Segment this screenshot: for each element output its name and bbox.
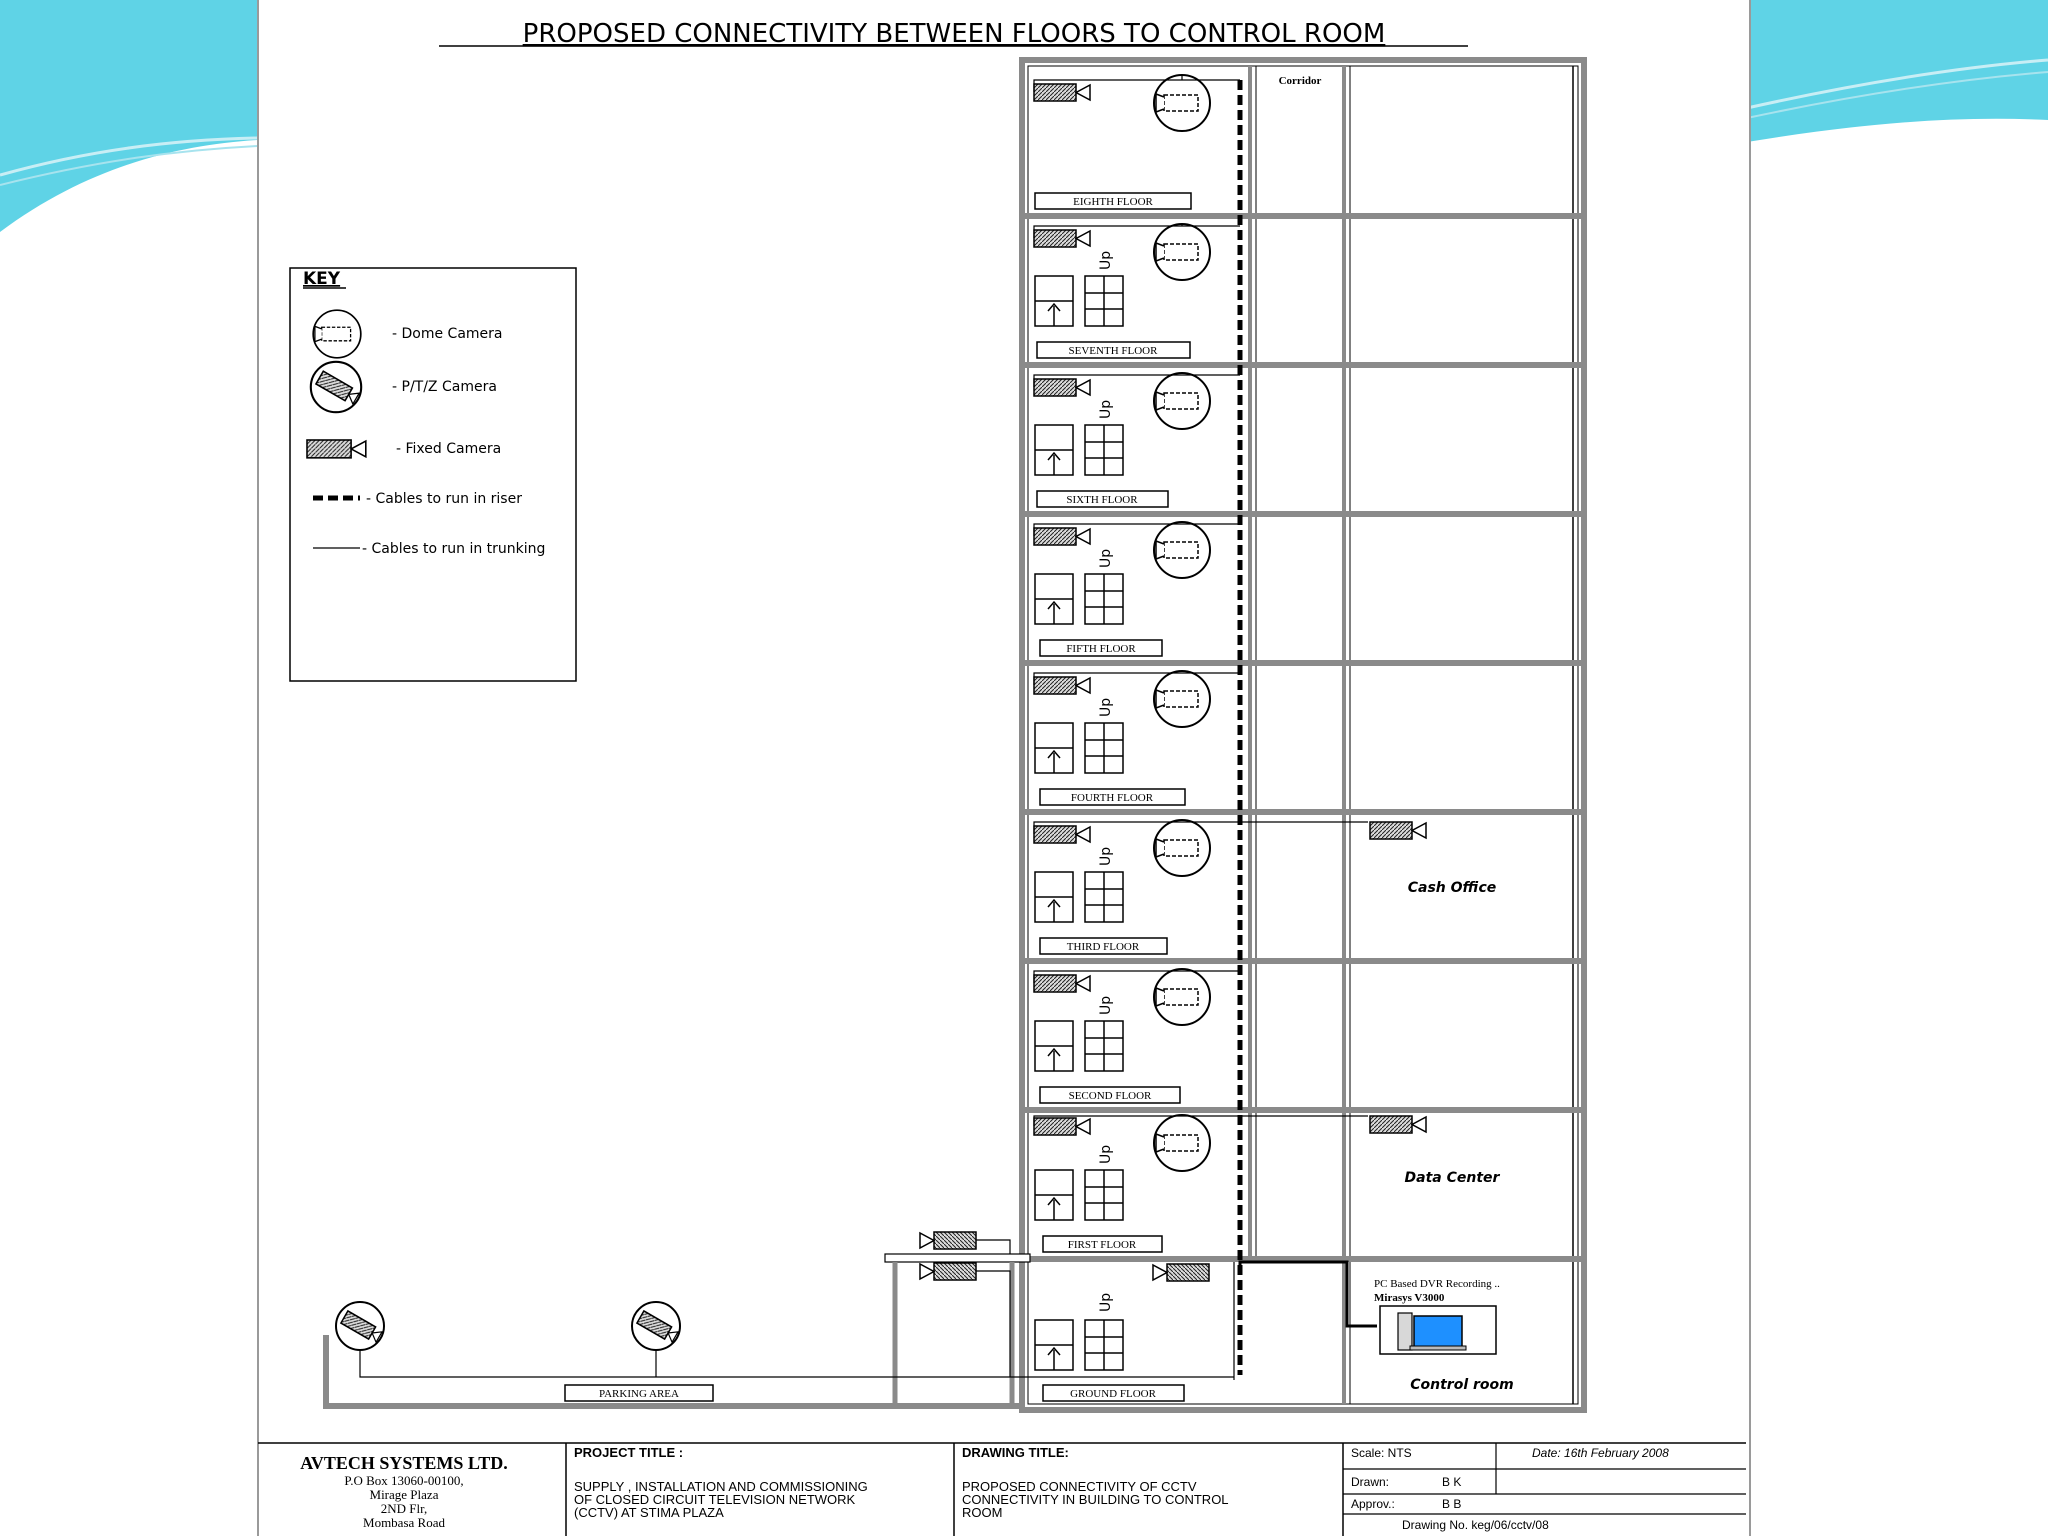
- dome-camera-icon: [313, 310, 361, 358]
- control-room-label: Control room: [1410, 1377, 1514, 1393]
- legend-heading: KEY: [303, 269, 341, 289]
- date: Date: 16th February 2008: [1532, 1446, 1669, 1460]
- parking-label: PARKING AREA: [599, 1388, 679, 1400]
- approved-label: Approv.:: [1351, 1497, 1395, 1511]
- floor-second: [1034, 969, 1240, 1103]
- dome-camera-icon: [1154, 522, 1210, 578]
- drawing-title-line-3: ROOM: [962, 1505, 1003, 1520]
- stairs: [1035, 574, 1123, 624]
- legend-riser: - Cables to run in riser: [366, 491, 522, 507]
- drawn-by: B K: [1442, 1475, 1462, 1489]
- drawing-title-line-2: CONNECTIVITY IN BUILDING TO CONTROL: [962, 1492, 1229, 1507]
- project-title-line-1: SUPPLY , INSTALLATION AND COMMISSIONING: [574, 1479, 868, 1494]
- approved-by: B B: [1442, 1497, 1462, 1511]
- company-name: AVTECH SYSTEMS LTD.: [300, 1453, 508, 1473]
- dome-camera-icon: [1154, 969, 1210, 1025]
- dvr-model-label: Mirasys V3000: [1374, 1292, 1445, 1304]
- dome-camera-icon: [1154, 224, 1210, 280]
- up-label: Up: [1098, 1292, 1114, 1312]
- floor-ground: [1035, 1262, 1234, 1401]
- drawing-title-line-1: PROPOSED CONNECTIVITY OF CCTV: [962, 1479, 1197, 1494]
- drawing-number: Drawing No. keg/06/cctv/08: [1402, 1518, 1549, 1532]
- floor-first: [1034, 1115, 1501, 1252]
- fixed-camera-icon: [1153, 1264, 1209, 1281]
- floor-eighth: [1034, 75, 1240, 209]
- control-room: [1240, 1262, 1514, 1393]
- floor-label: SIXTH FLOOR: [1066, 494, 1138, 506]
- up-label: Up: [1098, 399, 1114, 419]
- legend-dome: - Dome Camera: [392, 326, 503, 342]
- floor-label: SECOND FLOOR: [1068, 1090, 1152, 1102]
- data-center-label: Data Center: [1404, 1170, 1500, 1186]
- floor-third: [1034, 820, 1496, 954]
- company-address-4: Mombasa Road: [363, 1515, 445, 1530]
- stairs: [1035, 1021, 1123, 1071]
- dome-camera-icon: [1154, 820, 1210, 876]
- diagram-title: PROPOSED CONNECTIVITY BETWEEN FLOORS TO CONTROL ROOM: [522, 19, 1386, 49]
- legend: [290, 268, 576, 681]
- ptz-camera-icon: [336, 1302, 384, 1350]
- up-label: Up: [1098, 995, 1114, 1015]
- up-label: Up: [1098, 548, 1114, 568]
- stairs: [1035, 1320, 1123, 1370]
- up-label: Up: [1098, 1144, 1114, 1164]
- legend-ptz: - P/T/Z Camera: [392, 379, 497, 395]
- project-title-label: PROJECT TITLE :: [574, 1445, 684, 1460]
- dome-camera-icon: [1154, 75, 1210, 131]
- cash-office-label: Cash Office: [1407, 880, 1497, 896]
- up-label: Up: [1098, 697, 1114, 717]
- ptz-camera-icon: [632, 1302, 680, 1350]
- fixed-camera-icon: [1034, 975, 1090, 992]
- floor-label: FOURTH FLOOR: [1070, 792, 1154, 804]
- stairs: [1035, 1170, 1123, 1220]
- company-address-3: 2ND Flr,: [380, 1501, 428, 1516]
- dome-camera-icon: [1154, 1115, 1210, 1171]
- stairs: [1035, 872, 1123, 922]
- dome-camera-icon: [1154, 373, 1210, 429]
- project-title-line-2: OF CLOSED CIRCUIT TELEVISION NETWORK: [574, 1492, 856, 1507]
- floor-label: GROUND FLOOR: [1070, 1388, 1156, 1400]
- dvr-label: PC Based DVR Recording ..: [1374, 1278, 1500, 1290]
- stairs: [1035, 276, 1123, 326]
- stairs: [1035, 425, 1123, 475]
- dome-camera-icon: [1154, 671, 1210, 727]
- up-label: Up: [1098, 250, 1114, 270]
- floor-label: THIRD FLOOR: [1066, 941, 1140, 953]
- floor-fourth: [1034, 671, 1240, 805]
- scale: Scale: NTS: [1351, 1446, 1412, 1460]
- title-block: [258, 1443, 1746, 1536]
- fixed-camera-icon: [1034, 826, 1090, 843]
- company-address-2: Mirage Plaza: [369, 1487, 439, 1502]
- up-label: Up: [1098, 846, 1114, 866]
- floor-seventh: [1034, 224, 1240, 358]
- stairs: [1035, 723, 1123, 773]
- company-address-1: P.O Box 13060-00100,: [344, 1473, 464, 1488]
- fixed-camera-icon: [1034, 1118, 1090, 1135]
- project-title-line-3: (CCTV) AT STIMA PLAZA: [574, 1505, 724, 1520]
- fixed-camera-icon: [920, 1232, 976, 1249]
- corridor-label: Corridor: [1278, 75, 1322, 87]
- fixed-camera-icon: [1034, 528, 1090, 545]
- fixed-camera-icon: [1034, 379, 1090, 396]
- fixed-camera-icon: [1034, 84, 1090, 101]
- floor-fifth: [1034, 522, 1240, 656]
- fixed-camera-icon: [1370, 822, 1426, 839]
- floor-label: EIGHTH FLOOR: [1073, 196, 1153, 208]
- fixed-camera-icon: [1034, 230, 1090, 247]
- drawing-title-label: DRAWING TITLE:: [962, 1445, 1069, 1460]
- fixed-camera-icon: [920, 1263, 976, 1280]
- floor-label: SEVENTH FLOOR: [1068, 345, 1158, 357]
- floor-sixth: [1034, 373, 1240, 507]
- floor-label: FIFTH FLOOR: [1066, 643, 1136, 655]
- fixed-camera-icon: [1034, 677, 1090, 694]
- ptz-camera-icon: [311, 362, 361, 412]
- fixed-camera-icon: [1370, 1116, 1426, 1133]
- pc-tower-icon: [1398, 1313, 1412, 1350]
- drawn-label: Drawn:: [1351, 1475, 1390, 1489]
- legend-trunking: - Cables to run in trunking: [362, 541, 546, 557]
- monitor-icon: [1414, 1316, 1462, 1348]
- legend-fixed: - Fixed Camera: [396, 441, 502, 457]
- floor-label: FIRST FLOOR: [1067, 1239, 1137, 1251]
